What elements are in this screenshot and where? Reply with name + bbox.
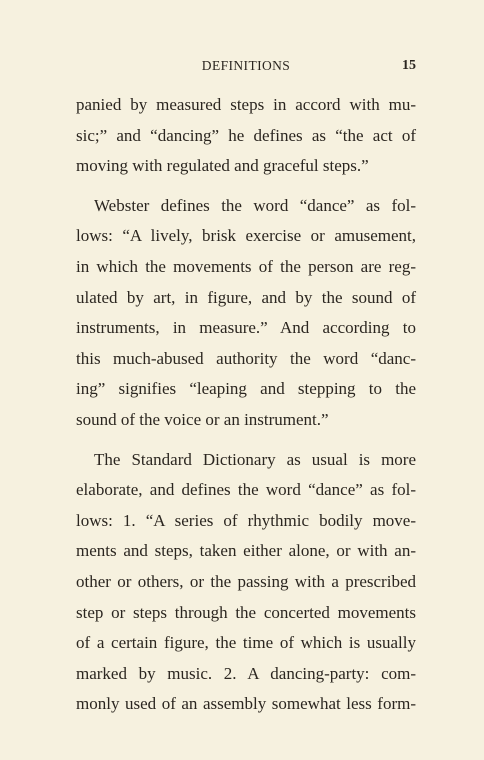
text-line: The Standard Dictionary as usual is more xyxy=(94,449,416,469)
text-line: ments and steps, taken either alone, or with an- xyxy=(76,541,416,561)
text-line: sic;” and “dancing” he defines as “the act of xyxy=(76,125,416,145)
paragraph-1 xyxy=(76,90,416,182)
text-line: panied by measured steps in accord with mu- xyxy=(76,95,416,114)
paragraph-2 xyxy=(76,191,416,436)
page-header xyxy=(76,58,416,78)
text-line: other or others, or the passing with a prescribed xyxy=(76,571,416,591)
running-head: DEFINITIONS xyxy=(201,58,291,73)
text-line: marked by music. 2. A dancing-party: com- xyxy=(76,663,416,683)
text-line: of a certain figure, the time of which is usually xyxy=(76,633,416,653)
text-line: moving with regulated and graceful steps.” xyxy=(76,156,369,176)
page-number: 15 xyxy=(402,58,416,73)
text-line: ing” signifies “leaping and stepping to the xyxy=(76,379,416,399)
text-line: monly used of an assembly somewhat less form- xyxy=(76,694,416,714)
paragraph-3 xyxy=(76,445,416,720)
text-line: lows: “A lively, brisk exercise or amusement, xyxy=(76,226,416,246)
text-line: instruments, in measure.” And according to xyxy=(76,318,416,338)
text-line: in which the movements of the person are reg- xyxy=(76,256,416,276)
body-text xyxy=(76,90,416,720)
text-line: elaborate, and defines the word “dance” as fol- xyxy=(76,480,416,500)
text-line: sound of the voice or an instrument.” xyxy=(76,409,329,429)
text-line: Webster defines the word “dance” as fol- xyxy=(94,195,416,215)
text-line: lows: 1. “A series of rhythmic bodily move- xyxy=(76,510,416,530)
text-line: step or steps through the concerted movements xyxy=(76,602,416,622)
text-line: ulated by art, in figure, and by the sound of xyxy=(76,287,416,307)
text-line: this much-abused authority the word “danc- xyxy=(76,348,416,368)
